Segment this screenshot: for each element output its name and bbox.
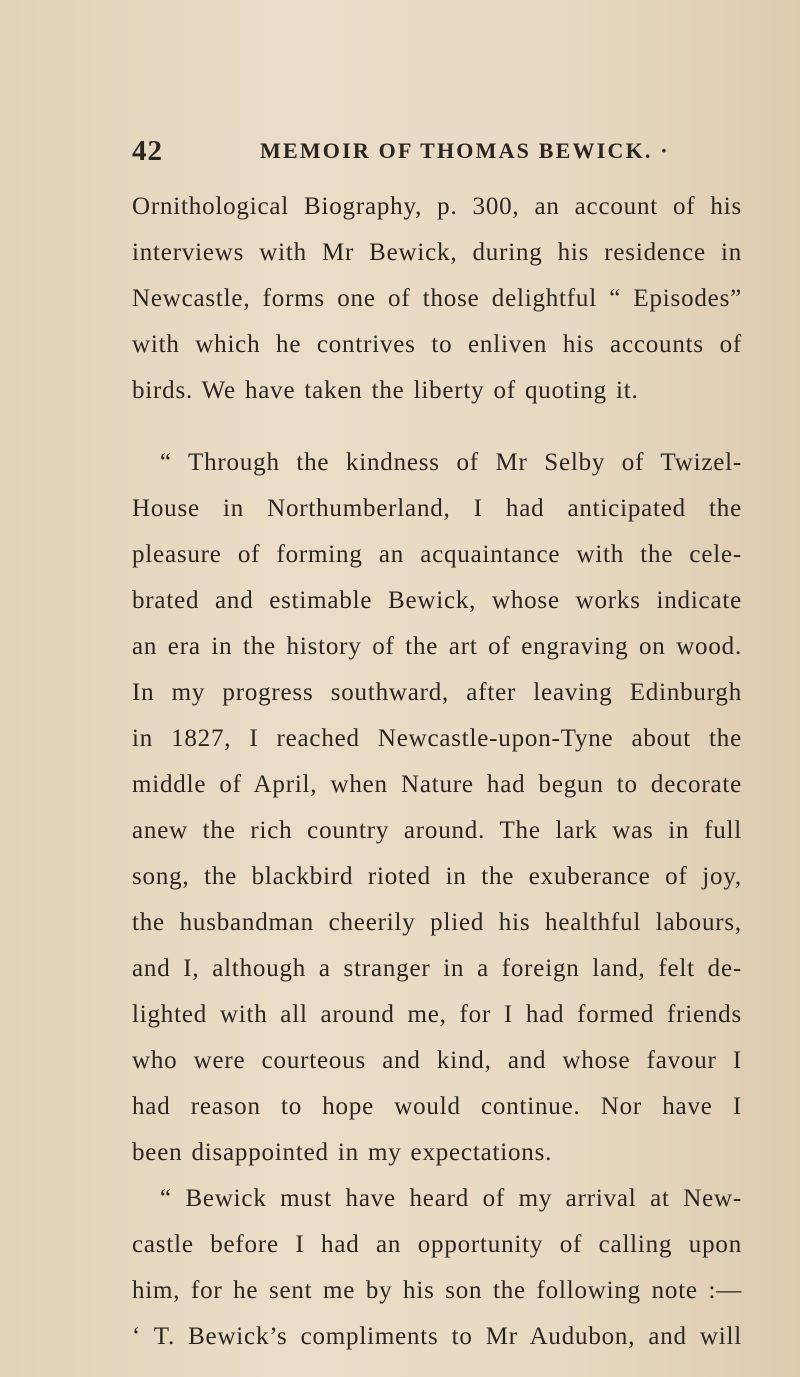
- body-text: [132, 184, 742, 1360]
- paragraph-1: [132, 184, 742, 414]
- text-line: anew the rich country around. The lark was in full: [132, 817, 742, 844]
- text-line: had reason to hope would continue. Nor have I: [132, 1093, 742, 1120]
- text-line: in 1827, I reached Newcastle-upon-Tyne about the: [132, 725, 742, 752]
- text-line: ‘ T. Bewick’s compliments to Mr Audubon, and will: [132, 1323, 742, 1350]
- text-line: “ Through the kindness of Mr Selby of Twizel-: [160, 449, 742, 476]
- text-line: middle of April, when Nature had begun to decorate: [132, 771, 742, 798]
- text-line: an era in the history of the art of engraving on wood.: [132, 633, 742, 660]
- text-line: birds. We have taken the liberty of quoting it.: [132, 377, 639, 404]
- text-line: interviews with Mr Bewick, during his residence in: [132, 239, 742, 266]
- text-line: “ Bewick must have heard of my arrival at New-: [160, 1185, 742, 1212]
- page-header: [132, 135, 692, 175]
- text-line: Ornithological Biography, p. 300, an account of his: [132, 193, 742, 220]
- page-number: 42: [132, 135, 163, 167]
- text-line: and I, although a stranger in a foreign land, felt de-: [132, 955, 742, 982]
- text-line: brated and estimable Bewick, whose works indicate: [132, 587, 742, 614]
- paragraph-2: [132, 440, 742, 1176]
- paragraph-3: [132, 1176, 742, 1360]
- text-line: pleasure of forming an acquaintance with the cele-: [132, 541, 742, 568]
- text-line: Newcastle, forms one of those delightful “ Episodes”: [132, 285, 742, 312]
- text-line: the husbandman cheerily plied his healthful labours,: [132, 909, 742, 936]
- paragraph-spacer: [132, 414, 742, 440]
- text-line: been disappointed in my expectations.: [132, 1139, 553, 1166]
- running-title: MEMOIR OF THOMAS BEWICK. ·: [260, 138, 670, 163]
- text-line: castle before I had an opportunity of calling upon: [132, 1231, 742, 1258]
- text-line: In my progress southward, after leaving Edinburgh: [132, 679, 742, 706]
- text-line: song, the blackbird rioted in the exuberance of joy,: [132, 863, 742, 890]
- text-line: with which he contrives to enliven his accounts of: [132, 331, 742, 358]
- text-line: who were courteous and kind, and whose favour I: [132, 1047, 742, 1074]
- text-line: House in Northumberland, I had anticipated the: [132, 495, 742, 522]
- text-line: lighted with all around me, for I had formed friends: [132, 1001, 742, 1028]
- text-line: him, for he sent me by his son the following note :—: [132, 1277, 742, 1304]
